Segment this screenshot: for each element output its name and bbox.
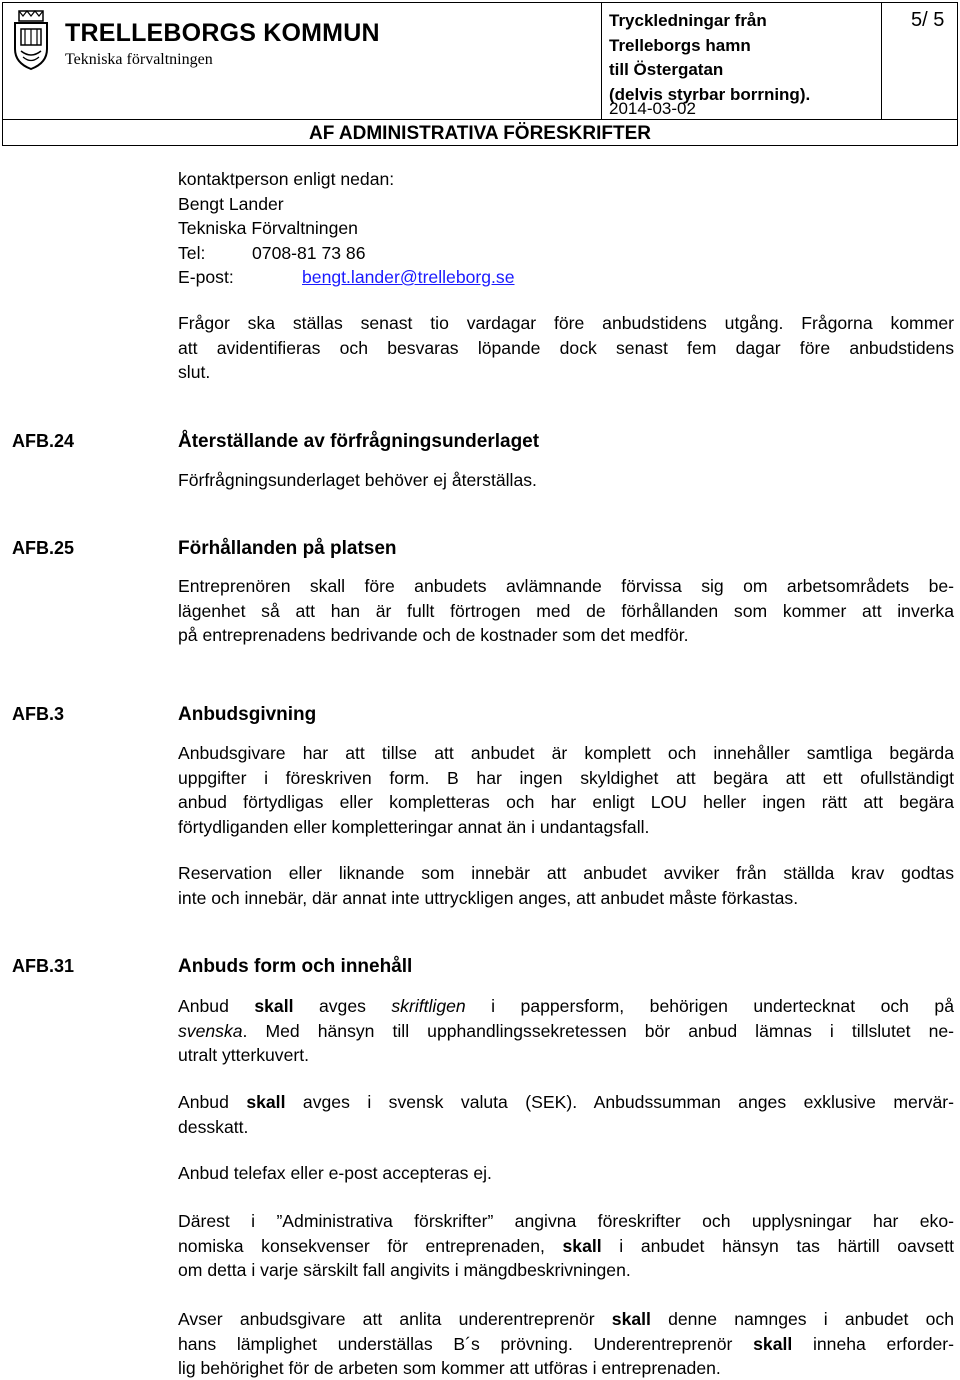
- document-header: [2, 2, 958, 146]
- section-code: AFB.24: [12, 431, 75, 451]
- document-title-line: Tryckledningar från: [609, 11, 767, 30]
- organization-name: TRELLEBORGS KOMMUN: [65, 19, 380, 47]
- text-run: hans lämplighet underställas B´s prövning. Underentreprenör: [178, 1333, 754, 1354]
- emphasis-italic: skriftligen: [391, 996, 466, 1016]
- section-heading: Anbudsgivning: [178, 704, 317, 725]
- contact-intro: kontaktperson enligt nedan:: [178, 169, 395, 189]
- section-paragraph: [178, 574, 954, 648]
- text-run: i pappersform, behörigen undertecknat och på: [465, 996, 954, 1016]
- contact-phone: [178, 241, 515, 266]
- contact-name: Bengt Lander: [178, 193, 284, 214]
- section-heading: Anbuds form och innehåll: [178, 956, 413, 977]
- contact-email: [178, 265, 515, 290]
- text-run: i anbudet hänsyn tas härtill oavsett: [601, 1235, 954, 1256]
- document-title-line: (delvis styrbar borrning).: [609, 84, 811, 104]
- paragraph-line: slut.: [178, 362, 211, 382]
- section-paragraph: [178, 1307, 954, 1380]
- section-title: AF ADMINISTRATIVA FÖRESKRIFTER: [309, 123, 651, 144]
- section-heading: Återställande av förfrågningsunderlaget: [178, 431, 540, 452]
- text-run: inneha erforder-: [792, 1333, 955, 1354]
- paragraph-line: uppgifter i föreskriven form. B har ingen skyldighet att begära att ett ofullständigt: [178, 767, 954, 788]
- questions-paragraph: [178, 311, 954, 385]
- section-paragraph: [178, 861, 954, 910]
- emphasis-bold: skall: [254, 996, 294, 1016]
- text-run: nomiska konsekvenser för entreprenaden,: [178, 1235, 563, 1256]
- paragraph-line: att avidentifieras och besvaras löpande dock senast fem dagar före anbudstidens: [178, 337, 954, 358]
- phone-number: 0708-81 73 86: [252, 242, 366, 263]
- section-paragraph: Anbud telefax eller e-post accepteras ej.: [178, 1163, 492, 1183]
- paragraph-line: [178, 1307, 954, 1332]
- page-number: 5/ 5: [911, 9, 945, 31]
- section-paragraph: [178, 994, 954, 1068]
- paragraph-line: lig behörighet för de arbeten som kommer att utföras i entreprenaden.: [178, 1358, 721, 1378]
- paragraph-line: inte och innebär, där annat inte uttryckligen anges, att anbudet måste förkastas.: [178, 887, 799, 908]
- section-paragraph: [178, 1090, 954, 1139]
- emphasis-bold: skall: [611, 1309, 651, 1329]
- document-title: [609, 9, 810, 107]
- contact-block: [178, 167, 515, 290]
- text-run: . Med hänsyn till upphandlingssekretessen bör anbud lämnas i tillslutet ne-: [242, 1020, 954, 1041]
- municipality-crest-icon: [11, 9, 51, 71]
- paragraph-line: [178, 1332, 954, 1357]
- emphasis-bold: skall: [753, 1333, 793, 1354]
- email-label: E-post:: [178, 267, 234, 287]
- section-code: AFB.31: [12, 956, 75, 976]
- text-run: Anbud: [178, 996, 255, 1016]
- paragraph-line: Anbudsgivare har att tillse att anbudet är komplett och innehåller samtliga begärda: [178, 743, 954, 763]
- document-date: 2014-03-02: [609, 99, 696, 118]
- contact-department: Tekniska Förvaltningen: [178, 218, 358, 238]
- text-run: Avser anbudsgivare att anlita underentreprenör: [178, 1309, 612, 1329]
- emphasis-bold: skall: [562, 1235, 602, 1256]
- section-paragraph: [178, 741, 954, 839]
- text-run: Anbud: [178, 1092, 247, 1112]
- paragraph-line: förtydliganden eller kompletteringar annat än i undantagsfall.: [178, 816, 650, 837]
- paragraph-line: Entreprenören skall före anbudets avlämnande förvissa sig om arbetsområdets be-: [178, 576, 954, 596]
- phone-label: Tel:: [178, 242, 206, 263]
- text-run: avges i svensk valuta (SEK). Anbudssumman anges exklusive mervär-: [285, 1092, 954, 1112]
- paragraph-line: Därest i ”Administrativa förskrifter” angivna föreskrifter och upplysningar har eko-: [178, 1211, 954, 1231]
- document-title-line: till Östergatan: [609, 60, 724, 79]
- paragraph-line: på entreprenadens bedrivande och de kostnader som det medför.: [178, 625, 689, 645]
- section-text: Förfrågningsunderlaget behöver ej återställas.: [178, 470, 537, 490]
- section-code: AFB.25: [12, 538, 75, 558]
- text-run: avges: [293, 996, 392, 1016]
- email-link[interactable]: bengt.lander@trelleborg.se: [302, 267, 515, 287]
- header-divider: [881, 3, 882, 119]
- emphasis-italic: svenska: [178, 1020, 243, 1041]
- paragraph-line: desskatt.: [178, 1116, 249, 1137]
- paragraph-line: Reservation eller liknande som innebär att anbudet avviker från ställda krav godtas: [178, 863, 954, 883]
- header-divider: [3, 119, 957, 120]
- section-heading: Förhållanden på platsen: [178, 538, 397, 559]
- document-title-line: Trelleborgs hamn: [609, 35, 751, 55]
- paragraph-line: anbud förtydligas eller kompletteras och har enligt LOU heller ingen rätt att begära: [178, 792, 954, 812]
- paragraph-line: utralt ytterkuvert.: [178, 1045, 310, 1065]
- emphasis-bold: skall: [246, 1092, 286, 1112]
- paragraph-line: [178, 994, 954, 1019]
- paragraph-line: Frågor ska ställas senast tio vardagar före anbudstidens utgång. Frågorna kommer: [178, 313, 954, 333]
- text-run: denne namnges i anbudet och: [650, 1309, 954, 1329]
- header-divider: [601, 3, 602, 119]
- section-code: AFB.3: [12, 704, 65, 724]
- paragraph-line: lägenhet så att han är fullt förtrogen med de förhållanden som kommer att inverka: [178, 600, 954, 621]
- organization-department: Tekniska förvaltningen: [65, 51, 213, 68]
- section-paragraph: [178, 1209, 954, 1283]
- paragraph-line: [178, 1234, 954, 1259]
- paragraph-line: [178, 1090, 954, 1115]
- paragraph-line: [178, 1019, 954, 1044]
- paragraph-line: om detta i varje särskilt fall angivits i mängdbeskrivningen.: [178, 1260, 631, 1280]
